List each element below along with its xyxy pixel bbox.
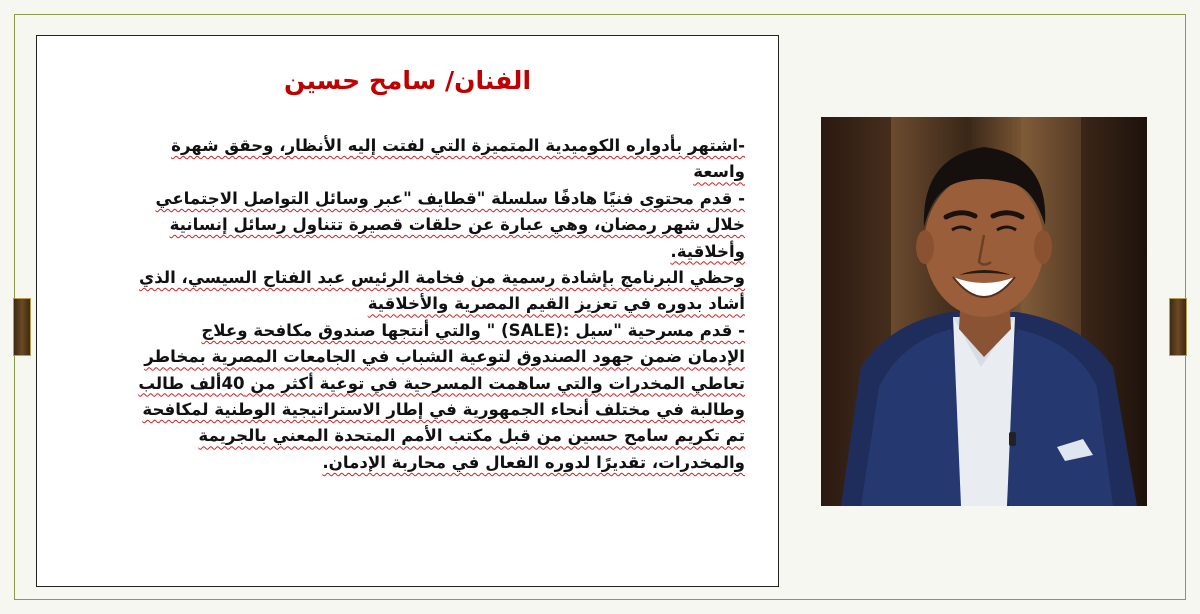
bio-line: وحظي البرنامج بإشادة رسمية من فخامة الرئيس عبد الفتاح السيسي، الذي: [139, 268, 745, 288]
left-edge-tab: [13, 298, 31, 356]
portrait-illustration: [821, 117, 1147, 506]
bio-line: الإدمان ضمن جهود الصندوق لتوعية الشباب في الجامعات المصرية بمخاطر: [144, 347, 745, 367]
bio-line: أشاد بدوره في تعزيز القيم المصرية والأخلاقية: [367, 294, 745, 314]
bio-line: - قدم مسرحية "سيل :(SALE) " والتي أنتجها صندوق مكافحة وعلاج: [201, 320, 745, 340]
artist-portrait-photo: [821, 117, 1147, 506]
bio-line: والمخدرات، تقديرًا لدوره الفعال في محاربة الإدمان.: [322, 452, 745, 472]
biography-body: [105, 133, 745, 476]
bio-line: -اشتهر بأدواره الكوميدية المتميزة التي لفتت إليه الأنظار، وحقق شهرة: [171, 136, 745, 155]
bio-line: وأخلاقية.: [670, 241, 745, 261]
bio-line: خلال شهر رمضان، وهي عبارة عن حلقات قصيرة تتناول رسائل إنسانية: [169, 215, 745, 235]
biography-text-box: [36, 35, 779, 587]
bio-line: تم تكريم سامح حسين من قبل مكتب الأمم المتحدة المعني بالجريمة: [198, 426, 745, 446]
right-edge-tab: [1169, 298, 1187, 356]
bio-line: - قدم محتوى فنيًا هادفًا سلسلة "قطايف "عبر وسائل التواصل الاجتماعي: [155, 188, 745, 208]
artist-title: الفنان/ سامح حسين: [283, 66, 532, 95]
bio-line: تعاطي المخدرات والتي ساهمت المسرحية في توعية أكثر من 40ألف طالب: [138, 373, 745, 393]
bio-line: واسعة: [693, 162, 745, 182]
bio-line: وطالبة في مختلف أنحاء الجمهورية في إطار الاستراتيجية الوطنية لمكافحة: [142, 400, 745, 420]
